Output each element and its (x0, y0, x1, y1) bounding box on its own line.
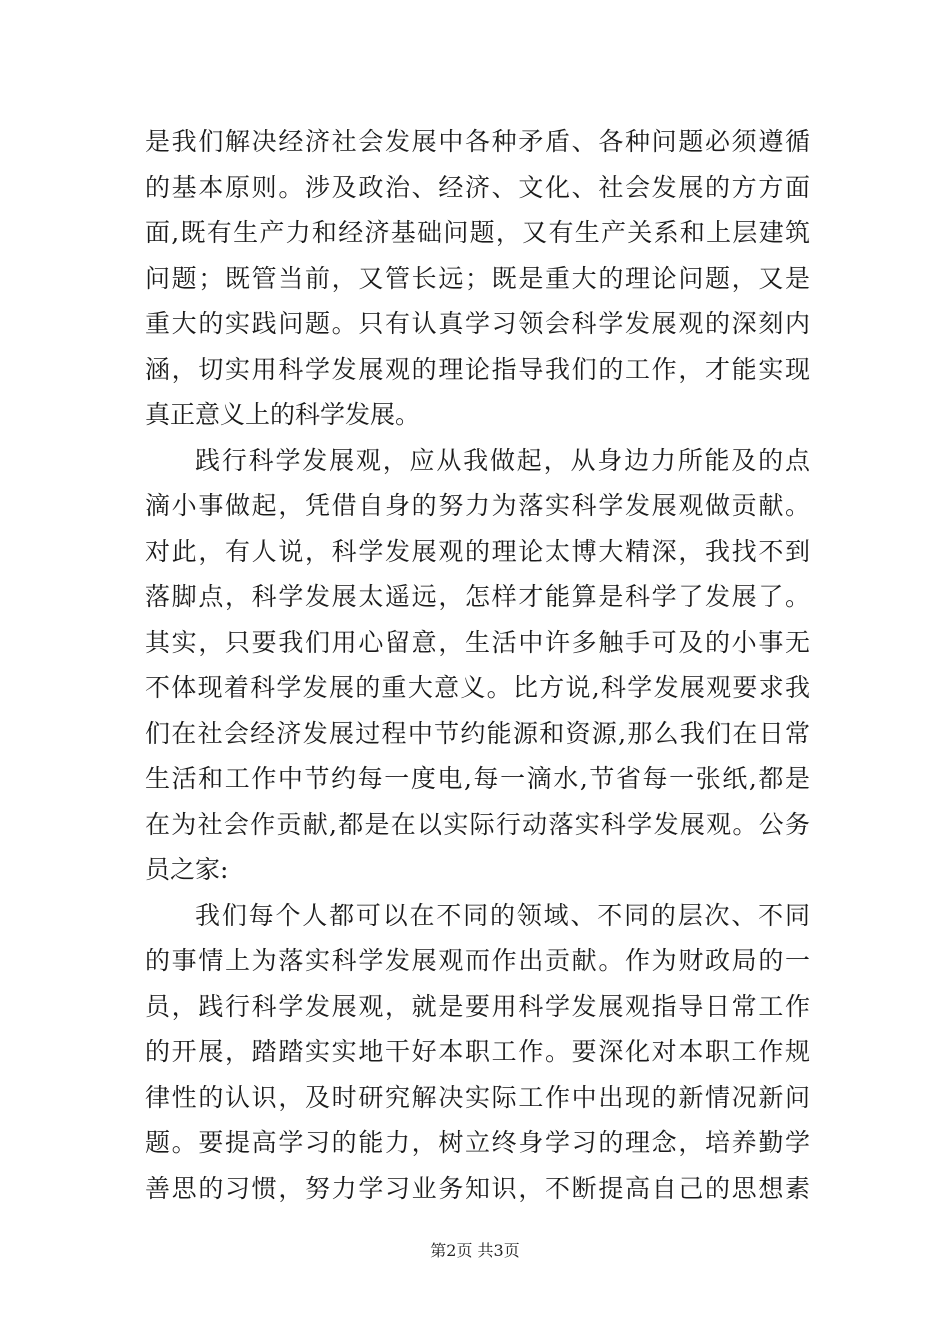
text-line: 善思的习惯，努力学习业务知识，不断提高自己的思想素 (145, 1173, 810, 1203)
text-line: 滴小事做起，凭借自身的努力为落实科学发展观做贡献。 (145, 491, 810, 520)
text-line: 重大的实践问题。只有认真学习领会科学发展观的深刻内 (145, 309, 810, 338)
text-line: 律性的认识，及时研究解决实际工作中出现的新情况新问 (145, 1082, 810, 1112)
text-line: 题。要提高学习的能力，树立终身学习的理念，培养勤学 (145, 1128, 810, 1157)
text-line: 生活和工作中节约每一度电,每一滴水,节省每一张纸,都是 (145, 764, 810, 793)
text-line: 的事情上为落实科学发展观而作出贡献。作为财政局的一 (145, 946, 810, 975)
text-line: 员之家: (145, 855, 229, 884)
text-line: 真正意义上的科学发展。 (145, 400, 421, 429)
text-line: 对此，有人说，科学发展观的理论太博大精深，我找不到 (145, 536, 810, 566)
text-line: 的基本原则。涉及政治、经济、文化、社会发展的方方面 (145, 172, 810, 202)
text-line: 落脚点，科学发展太遥远，怎样才能算是科学了发展了。 (145, 582, 810, 611)
text-line: 我们每个人都可以在不同的领域、不同的层次、不同 (195, 900, 810, 930)
text-line: 问题；既管当前，又管长远；既是重大的理论问题，又是 (145, 263, 810, 293)
text-line: 不体现着科学发展的重大意义。比方说,科学发展观要求我 (145, 673, 810, 702)
text-line: 的开展，踏踏实实地干好本职工作。要深化对本职工作规 (145, 1037, 810, 1066)
text-line: 涵，切实用科学发展观的理论指导我们的工作，才能实现 (145, 354, 810, 384)
text-line: 们在社会经济发展过程中节约能源和资源,那么我们在日常 (145, 718, 810, 748)
body-text (145, 119, 810, 1211)
page-footer: 第2页 共3页 (430, 1241, 520, 1260)
text-line: 践行科学发展观，应从我做起，从身边力所能及的点 (195, 445, 810, 475)
text-line: 是我们解决经济社会发展中各种矛盾、各种问题必须遵循 (145, 127, 810, 156)
text-line: 面,既有生产力和经济基础问题，又有生产关系和上层建筑 (145, 218, 810, 247)
text-line: 员，践行科学发展观，就是要用科学发展观指导日常工作 (145, 991, 810, 1021)
text-line: 其实，只要我们用心留意，生活中许多触手可及的小事无 (145, 627, 810, 657)
text-line: 在为社会作贡献,都是在以实际行动落实科学发展观。公务 (145, 809, 810, 839)
